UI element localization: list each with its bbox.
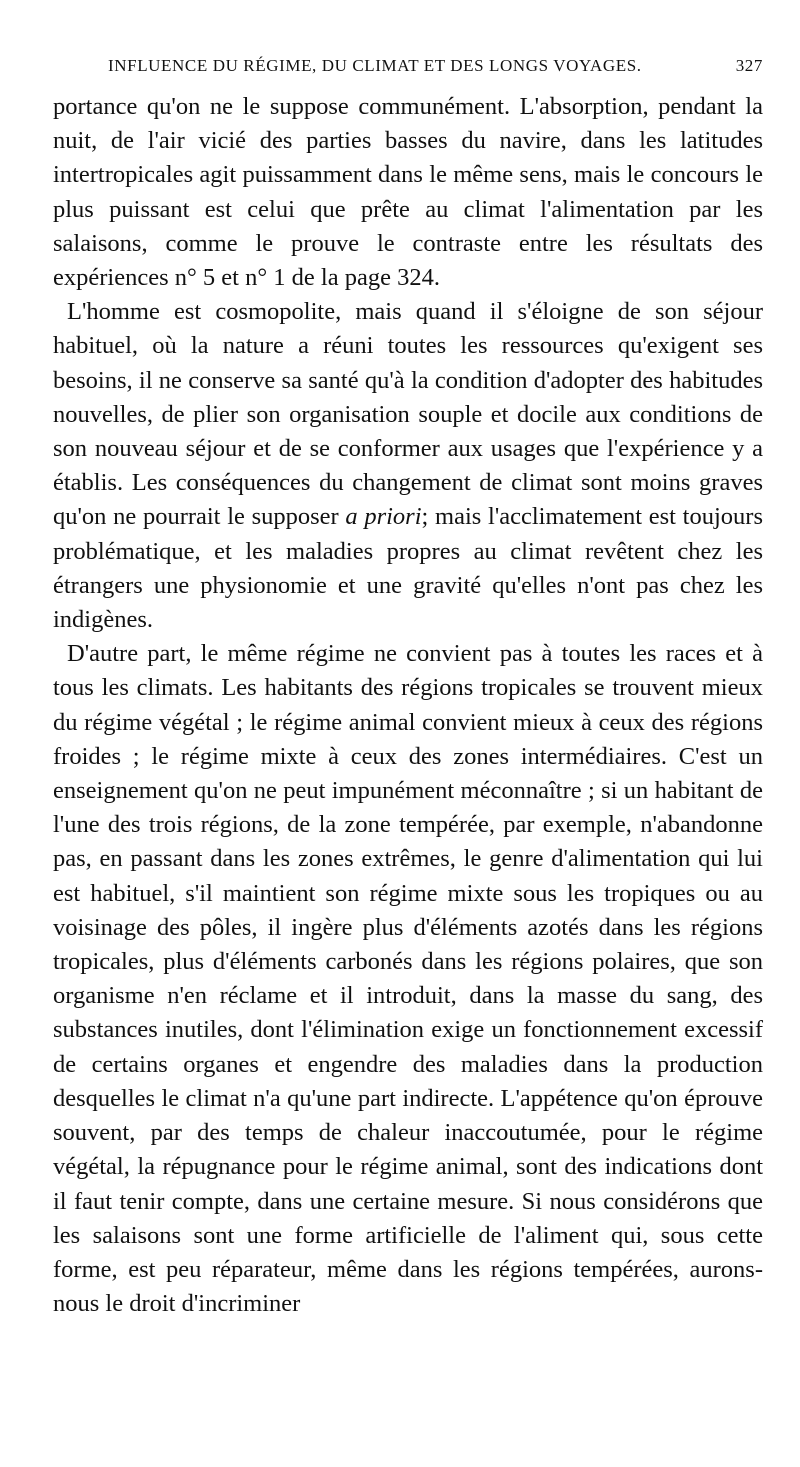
running-header (53, 56, 763, 90)
paragraph-regime: D'autre part, le même régime ne convient pas à toutes les races et à tous les climats. Les habitants des régions tropicales se trouvent mieux du régime végétal ; le régime animal convient mieux à ceux des régions froides ; le régime mixte à ceux des zones intermédiaires. C'est un enseignement qu'on ne peut impunément méconnaître ; si un habitant de l'une des trois régions, de la zone tempérée, par exemple, n'abandonne pas, en passant dans les zones extrêmes, le genre d'alimentation qui lui est habituel, s'il maintient son régime mixte sous les tropiques ou au voisinage des pôles, il ingère plus d'éléments azotés dans les régions tropicales, plus d'éléments carbonés dans les régions polaires, que son organisme n'en réclame et il introduit, dans la masse du sang, des substances inutiles, dont l'élimination exige un fonctionnement excessif de certains organes et engendre des maladies dans la production desquelles le climat n'a qu'une part indirecte. L'appétence qu'on éprouve souvent, par des temps de chaleur inaccoutumée, pour le régime végétal, la répugnance pour le régime animal, sont des indications dont il faut tenir compte, dans une certaine mesure. Si nous considérons que les salaisons sont une forme artificielle de l'aliment qui, sous cette forme, est peu réparateur, même dans les régions tempérées, aurons-nous le droit d'incriminer (53, 640, 763, 1318)
italic-phrase: a priori (345, 503, 422, 531)
page-number: 327 (735, 56, 763, 75)
running-title: INFLUENCE DU RÉGIME, DU CLIMAT ET DES LONGS VOYAGES. (108, 56, 642, 75)
paragraph-text-before-italic: L'homme est cosmopolite, mais quand il s'éloigne de son séjour habituel, où la nature a réuni toutes les ressources qu'exigent ses besoins, il ne conserve sa santé qu'à la condition d'adopter des habitudes nouvelles, de plier son organisation souple et docile aux conditions de son nouveau séjour et de se conformer aux usages que l'expérience y a établis. Les conséquences du changement de climat sont moins graves qu'on ne pourrait le supposer (53, 298, 763, 531)
paragraph-continuation: portance qu'on ne le suppose communément. L'absorption, pendant la nuit, de l'air vicié des parties basses du navire, dans les latitudes intertropicales agit puissamment dans le même sens, mais le concours le plus puissant est celui que prête au climat l'alimentation par les salaisons, comme le prouve le contraste entre les résultats des expériences n° 5 et n° 1 de la page 324. (53, 93, 763, 292)
paragraph-cosmopolite (53, 295, 763, 637)
paragraph-text-after-italic: ; mais l'acclimatement est toujours problématique, et les maladies propres au climat revêtent chez les étrangers une physionomie et une gravité qu'elles n'ont pas chez les indigènes. (53, 503, 763, 634)
book-page (53, 56, 763, 1321)
body-text (53, 90, 763, 1321)
